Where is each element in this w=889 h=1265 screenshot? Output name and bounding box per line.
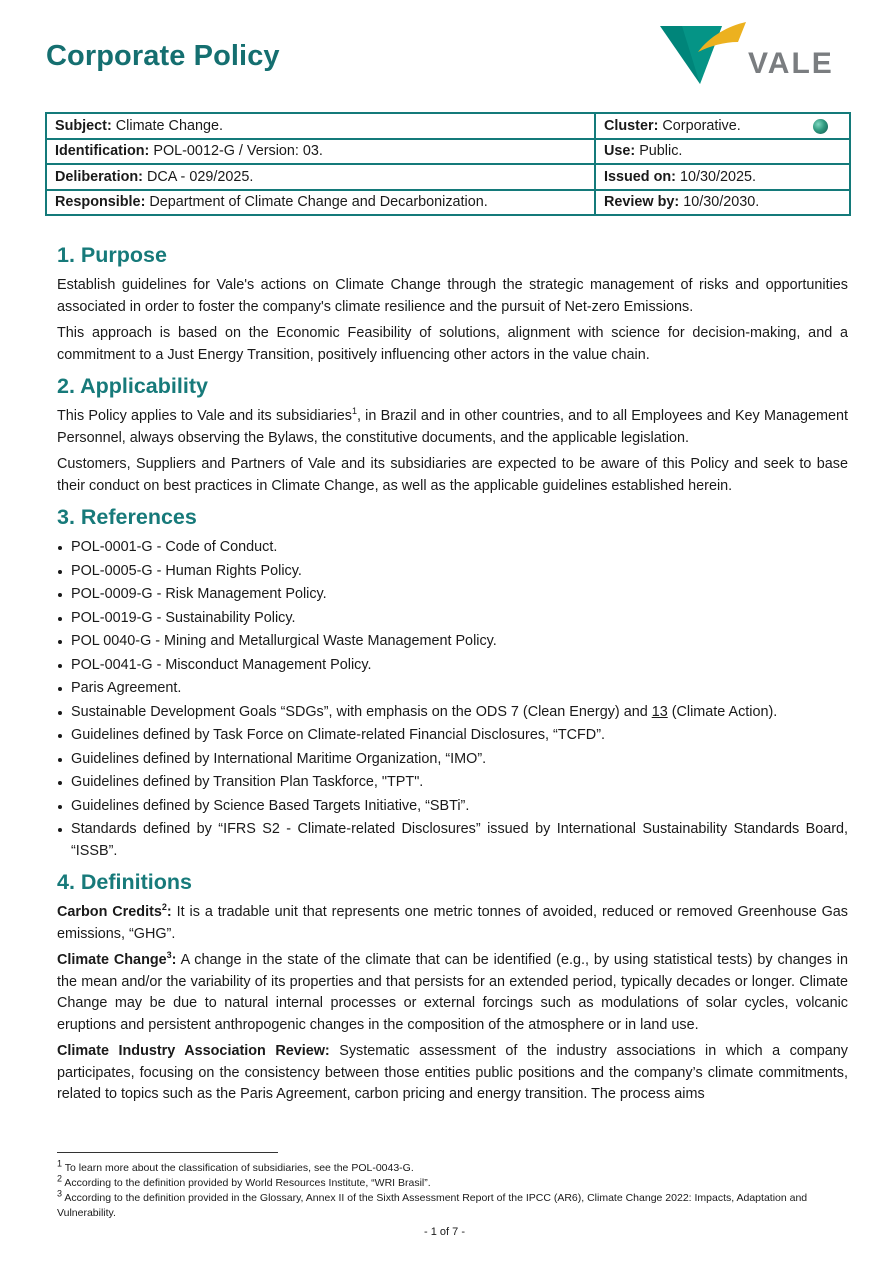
text-run: , in Brazil and in other countries, and to all Employees and Key Management Personnel, always observing the Bylaws, the constitutive documents, and the applicable legislation. [57,408,848,446]
footnotes [57,1158,848,1221]
vale-logo [658,20,834,90]
identification-cell [46,139,595,165]
footnote [57,1158,848,1176]
references-list [57,537,848,862]
definition [57,902,848,945]
list-item: Guidelines defined by Science Based Targets Initiative, “SBTi”. [57,796,848,818]
text-run: Sustainable Development Goals “SDGs”, with emphasis on the ODS 7 (Clean Energy) and [71,703,652,720]
cluster-value: Corporative. [662,117,741,134]
definition-term [57,904,172,920]
footnote-text: To learn more about the classification of subsidiaries, see the POL-0043-G. [62,1162,414,1174]
paragraph: Establish guidelines for Vale's actions on Climate Change through the strategic management of risks and opportunities associated in order to foster the company's climate resilience and the pursuit of Net-zero Emissions. [57,277,848,315]
paragraph [57,406,848,449]
deliberation-value: DCA - 029/2025. [146,168,254,185]
definition-text: It is a tradable unit that represents one metric tonnes of avoided, reduced or removed Greenhouse Gas emissions, “GHG”. [57,904,849,942]
term-colon: : [171,952,177,968]
footnote [57,1188,848,1221]
list-item: Guidelines defined by Transition Plan Taskforce, "TPT". [57,772,848,794]
meta-row [46,113,850,139]
list-item [57,702,848,724]
paragraph: This approach is based on the Economic Feasibility of solutions, alignment with science for decision-making, and a commitment to a Just Energy Transition, positively influencing other actors in the value chain. [57,325,848,363]
section-heading: 2. Applicability [57,374,208,398]
list-item: POL 0040-G - Mining and Metallurgical Waste Management Policy. [57,631,848,653]
cluster-label: Cluster: [604,117,659,134]
use-value: Public. [639,143,683,160]
section-references [57,503,848,862]
paragraph: Customers, Suppliers and Partners of Vale and its subsidiaries are expected to be aware of this Policy and seek to base their conduct on best practices in Climate Change, as well as the applicable guidelines established herein. [57,456,848,494]
issued-label: Issued on: [604,168,676,185]
use-label: Use: [604,143,636,160]
footnote-number: 1 [57,1158,63,1169]
footnote-number: 3 [57,1188,63,1199]
definition-text: Systematic assessment of the industry associations in which a company participates, focusing on the consistency between those entities public positions and the company’s climate commitments, related to topics such as the Paris Agreement, carbon pricing and energy transition. The process aims [57,1043,848,1102]
footnote-ref[interactable]: 3 [166,950,172,961]
list-item: POL-0005-G - Human Rights Policy. [57,561,848,583]
sdg-13-link[interactable]: 13 [651,703,668,720]
list-item: POL-0001-G - Code of Conduct. [57,537,848,559]
responsible-value: Department of Climate Change and Decarbonization. [149,194,488,211]
use-cell [595,139,850,165]
term-text: Climate Change [57,952,167,968]
review-cell [595,190,850,216]
text-run: (Climate Action). [667,703,778,720]
list-item: Standards defined by “IFRS S2 - Climate-related Disclosures” issued by International Sustainability Standards Board, “ISSB”. [57,819,848,862]
list-item: Guidelines defined by International Maritime Organization, “IMO”. [57,749,848,771]
review-label: Review by: [604,194,680,211]
identification-label: Identification: [55,143,150,160]
section-purpose [57,241,848,366]
list-item: Guidelines defined by Task Force on Climate-related Financial Disclosures, “TCFD”. [57,725,848,747]
responsible-label: Responsible: [55,194,146,211]
page-number: - 1 of 7 - [424,1226,465,1238]
footnote-divider [57,1152,278,1153]
footnote-text: According to the definition provided in the Glossary, Annex II of the Sixth Assessment Report of the IPCC (AR6), Climate Change 2022: Impacts, Adaptation and Vulnerability. [57,1192,808,1219]
cluster-cell [595,113,850,139]
list-item: POL-0019-G - Sustainability Policy. [57,608,848,630]
globe-icon [813,119,828,134]
review-value: 10/30/2030. [683,194,760,211]
subject-label: Subject: [55,117,112,134]
definition [57,1041,848,1106]
section-applicability [57,372,848,497]
list-item: POL-0041-G - Misconduct Management Policy. [57,655,848,677]
subject-cell [46,113,595,139]
section-definitions [57,868,848,1106]
section-heading: 3. References [57,505,197,529]
definition-text: A change in the state of the climate that can be identified (e.g., by using statistical tests) by changes in the mean and/or the variability of its properties and that persists for an extended period, typically decades or longer. Climate Change may be due to natural internal processes or external forcings such as modulations of solar cycles, volcanic eruptions and persistent anthropogenic changes in the composition of the atmosphere or in land use. [57,952,848,1033]
policy-metadata-table [45,112,851,216]
footnote [57,1173,848,1191]
text-run: This Policy applies to Vale and its subsidiaries [57,408,352,424]
document-body [57,241,848,1112]
list-item: Paris Agreement. [57,678,848,700]
meta-row [46,139,850,165]
issued-cell [595,164,850,190]
meta-row [46,164,850,190]
section-heading: 1. Purpose [57,243,167,267]
footnote-ref[interactable]: 2 [161,902,167,913]
list-item: POL-0009-G - Risk Management Policy. [57,584,848,606]
identification-value: POL-0012-G / Version: 03. [153,143,323,160]
page-title: Corporate Policy [46,40,280,72]
responsible-cell [46,190,595,216]
definition-term: Climate Industry Association Review: [57,1043,330,1059]
term-colon: : [166,904,172,920]
footnote-number: 2 [57,1173,63,1184]
term-text: Carbon Credits [57,904,162,920]
definition [57,950,848,1036]
meta-row [46,190,850,216]
subject-value: Climate Change. [115,117,223,134]
definition-term [57,952,176,968]
issued-value: 10/30/2025. [679,168,756,185]
footnote-text: According to the definition provided by World Resources Institute, “WRI Brasil”. [62,1177,431,1189]
deliberation-cell [46,164,595,190]
section-heading: 4. Definitions [57,870,192,894]
footnote-ref[interactable]: 1 [351,406,357,417]
logo-text: VALE [748,47,834,80]
deliberation-label: Deliberation: [55,168,143,185]
